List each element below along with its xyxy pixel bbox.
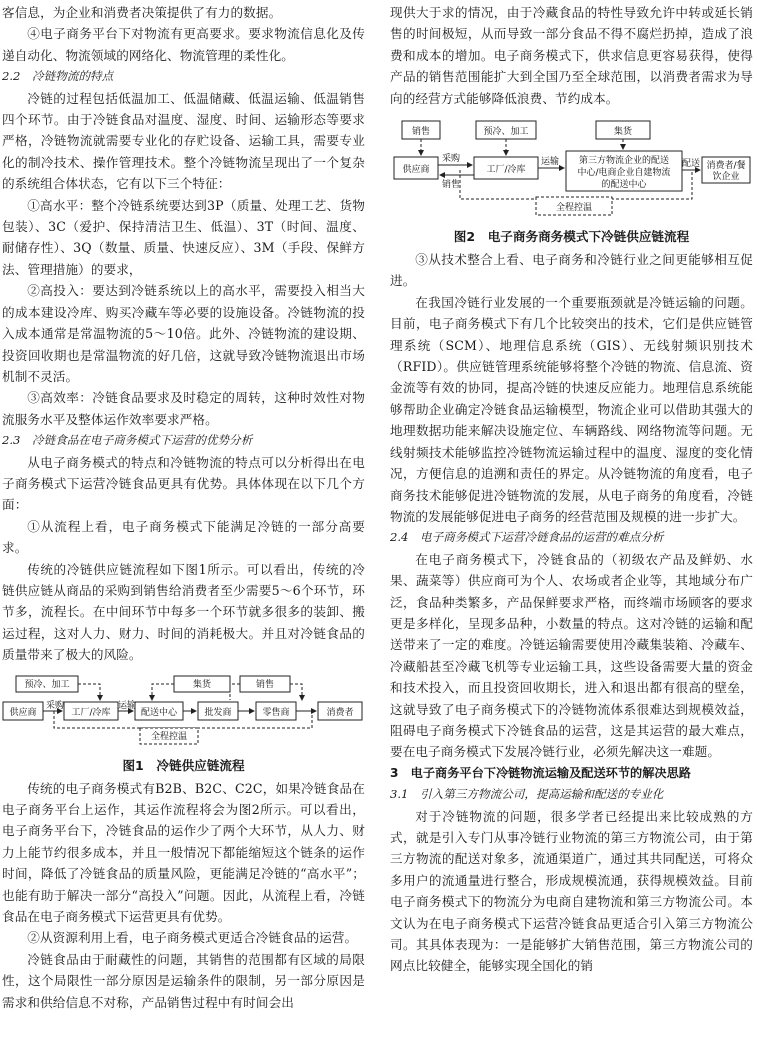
paragraph: ③从技术整合上看、电子商务和冷链行业之间更能够相互促进。: [390, 252, 753, 289]
paragraph: ①从流程上看，电子商务模式下能满足冷链的一部分高要求。: [2, 518, 365, 556]
section-heading-3-1: 3.1 引入第三方物流公司，提高运输和配送的专业化: [390, 787, 664, 802]
precool-process-label: 预冷、加工: [483, 127, 529, 138]
supplier-label: 供应商: [9, 707, 37, 718]
supplier-label: 供应商: [402, 165, 430, 176]
paragraph: ②从资源利用上看，电子商务模式更适合冷链食品的运营。: [27, 930, 358, 946]
paragraph: 在我国冷链行业发展的一个重要瓶颈就是冷链运输的问题。目前，电子商务模式下有几个比较突出的技术，它们是供应链管理系统（SCM）、地理信息系统（GIS）、无线射频识别技术（RFID）。供应链管理系统能够将整个冷链的物流、信息流、资金流等有效的协同，提高冷链的快速反应能力。地理信息系统能够帮助企业确定冷链食品运输模型，物流企业可以借助其强大的地理数据功能来解决设施定位、车辆路线、网络物流等问题。无线射频技术能够监控冷链物流运输过程中的温度、湿度的变化情况，方便信息的追溯和责任的界定。从冷链物流的角度看，电子商务技术能够促进冷链物流的发展，从电子商务的角度看，冷链物流的发展能够促进电子商务的经营范围及规模的进一步扩大。: [390, 294, 753, 524]
paragraph: 在电子商务模式下，冷链食品的（初级农产品及鲜奶、水果、蔬菜等）供应商可为个人、农场或者企业等，其地域分布广泛，食品种类繁多，产品保鲜要求严格，而终端市场顾客的要求更是多样化，呈现多品种，小数量的特点。这对冷链的运输和配送带来了一定的难度。冷链运输需要使用冷藏集装箱、冷藏车、冷藏船甚至冷藏飞机等专业运输工具，这些设备需要大量的资金和技术投入，而且投资回收期长，进入和退出都有很高的壁垒，这就导致了电子商务模式下的冷链物流体系很难达到规模效益，阻碍电子商务模式下冷链食品的运营，这是其运营的最大难点，要在电子商务模式下发展冷链行业，必须先解决这一难题。: [390, 551, 753, 760]
paragraph: 对于冷链物流的问题，很多学者已经提出来比较成熟的方式，就是引入专门从事冷链行业物流的第三方物流公司，由于第三方物流的配送对象多，流通渠道广，通过其共同配送，可将众多用户的流通量进行整合，形成规模流通，获得规模效益。目前电子商务模式下的物流分为电商自建物流和第三方物流公司。本文认为在电子商务模式下运营冷链食品更适合引入第三方物流公司。其具体表现为：一是能够扩大销售范围，第三方物流公司的网点比较健全，能够实现全国化的销: [390, 808, 753, 974]
section-heading-3: 3 电子商务平台下冷链物流运输及配送环节的解决思路: [390, 765, 691, 780]
delivery-edge-label: 配送: [682, 159, 701, 170]
retailer-label: 零售商: [262, 707, 290, 718]
paragraph: 客信息，为企业和消费者决策提供了有力的数据。: [2, 5, 282, 20]
transport-edge-label: 运输: [118, 700, 137, 711]
figure-2-diagram: [390, 115, 753, 221]
consolidation-label: 集货: [613, 127, 633, 138]
figure-1-caption: 图1 冷链供应链流程: [122, 757, 245, 773]
consumer-catering-line-1: 消费者/餐: [706, 161, 746, 172]
figure-2-caption: 图2 电子商务商务模式下冷链供应链流程: [453, 229, 690, 245]
full-temp-control-label: 全程控温: [555, 203, 593, 214]
factory-coldstore-label: 工厂/冷库: [71, 707, 111, 718]
paragraph: ④电子商务平台下对物流有更高要求。要求物流信息化及传递自动化、物流领域的网络化、物流管理的柔性化。: [2, 26, 365, 63]
precool-process-label: 预冷、加工: [24, 679, 70, 690]
section-heading-2-3: 2.3 冷链食品在电子商务模式下运营的优势分析: [2, 433, 253, 448]
consolidation-label: 集货: [192, 679, 212, 690]
figure-2-flowchart: [390, 115, 753, 249]
sales-label: 销售: [411, 127, 431, 138]
third-party-logistics-line-1: 第三方物流企业的配送: [578, 156, 670, 167]
paragraph: ①高水平：整个冷链系统要达到3P（质量、处理工艺、货物包装）、3C（爱护、保持清洁卫生、低温）、3T（时间、温度、耐储存性）、3Q（数量、质量、快速反应）、3M（手段、保鲜方法、管理措施）的要求，: [2, 197, 365, 277]
purchase-edge-label: 采购: [46, 700, 65, 711]
factory-coldstore-label: 工厂/冷库: [486, 165, 526, 176]
figure-1-diagram: [2, 672, 365, 750]
paragraph: 传统的冷链供应链流程如下图1所示。可以看出，传统的冷链供应链从商品的采购到销售给消费者至少需要5～6个环节，环节多，流程长。在中间环节中每多一个环节就多很多的装卸、搬运过程，这对人力、财力、时间的消耗极大。并且对冷链食品的质量带来了极大的风险。: [2, 561, 365, 663]
paragraph: 现供大于求的情况，由于冷藏食品的特性导致允许中转或延长销售的时间极短，从而导致一部分食品不得不腐烂扔掉，造成了浪费和成本的增加。电子商务模式下，供求信息更容易获得，使得产品的销售范围能扩大到全国乃至全球范围，以消费者需求为导向的经营方式能够降低浪费、节约成本。: [390, 5, 753, 106]
distribution-center-label: 配送中心: [140, 707, 178, 718]
sales-label: 销售: [255, 679, 275, 690]
consumer-label: 消费者: [326, 707, 354, 718]
transport-edge-label: 运输: [541, 157, 560, 168]
paragraph: 冷链的过程包括低温加工、低温储藏、低温运输、低温销售四个环节。由于冷链食品对温度、湿度、时间、运输形态等要求严格，冷链物流就需要专业化的存贮设备、运输工具，需要专业化的制冷技术、操作管理技术。整个冷链物流呈现出了一个复杂的系统组合体状态，它有以下三个特征：: [2, 90, 365, 192]
section-heading-2-2: 2.2 冷链物流的特点: [2, 69, 114, 84]
third-party-logistics-line-3: 的配送中心: [601, 180, 647, 191]
third-party-logistics-line-2: 中心/电商企业自建物流: [577, 168, 671, 179]
purchase-edge-label: 采购: [442, 154, 461, 165]
full-temp-control-label: 全程控温: [150, 731, 188, 742]
right-column: [390, 2, 753, 977]
figure-1-flowchart: [2, 672, 365, 778]
left-column: [2, 2, 365, 1013]
paragraph: ②高投入：要达到冷链系统以上的高水平，需要投入相当大的成本建设冷库、购买冷藏车等必要的设施设备。冷链物流的投入成本通常是常温物流的5～10倍。此外、冷链物流的建设期、投资回收期也是常温物流的好几倍，这就导致冷链物流退出市场机制不灵活。: [2, 283, 365, 384]
sales-edge-label: 销售: [442, 180, 461, 191]
paragraph: 传统的电子商务模式有B2B、B2C、C2C，如果冷链食品在电子商务平台上运作，其运作流程将会为图2所示。可以看出，电子商务平台下，冷链食品的运作少了两个大环节，从人力、财力上能节约很多成本，并且一般情况下都能缩短这个链条的运作时间，降低了冷链食品的质量风险，更能满足冷链的“高水平”；也能有助于解决一部分“高投入”问题。因此，从流程上看，冷链食品在电子商务模式下运营更具有优势。: [2, 780, 365, 925]
paragraph: 冷链食品由于耐藏性的问题，其销售的范围都有区域的局限性，这个局限性一部分原因是运输条件的限制，另一部分原因是需求和供给信息不对称，产品销售过程中有时间会出: [2, 951, 365, 1010]
section-heading-2-4: 2.4 电子商务模式下运营冷链食品的运营的难点分析: [390, 530, 664, 545]
wholesaler-label: 批发商: [204, 707, 232, 718]
paragraph: 从电子商务模式的特点和冷链物流的特点可以分析得出在电子商务模式下运营冷链食品更具有优势。具体体现在以下几个方面：: [2, 454, 365, 513]
consumer-catering-line-2: 饮企业: [712, 172, 740, 183]
paragraph: ③高效率：冷链食品要求及时稳定的周转，这种时效性对物流服务水平及整体运作效率要求严格。: [2, 390, 365, 427]
